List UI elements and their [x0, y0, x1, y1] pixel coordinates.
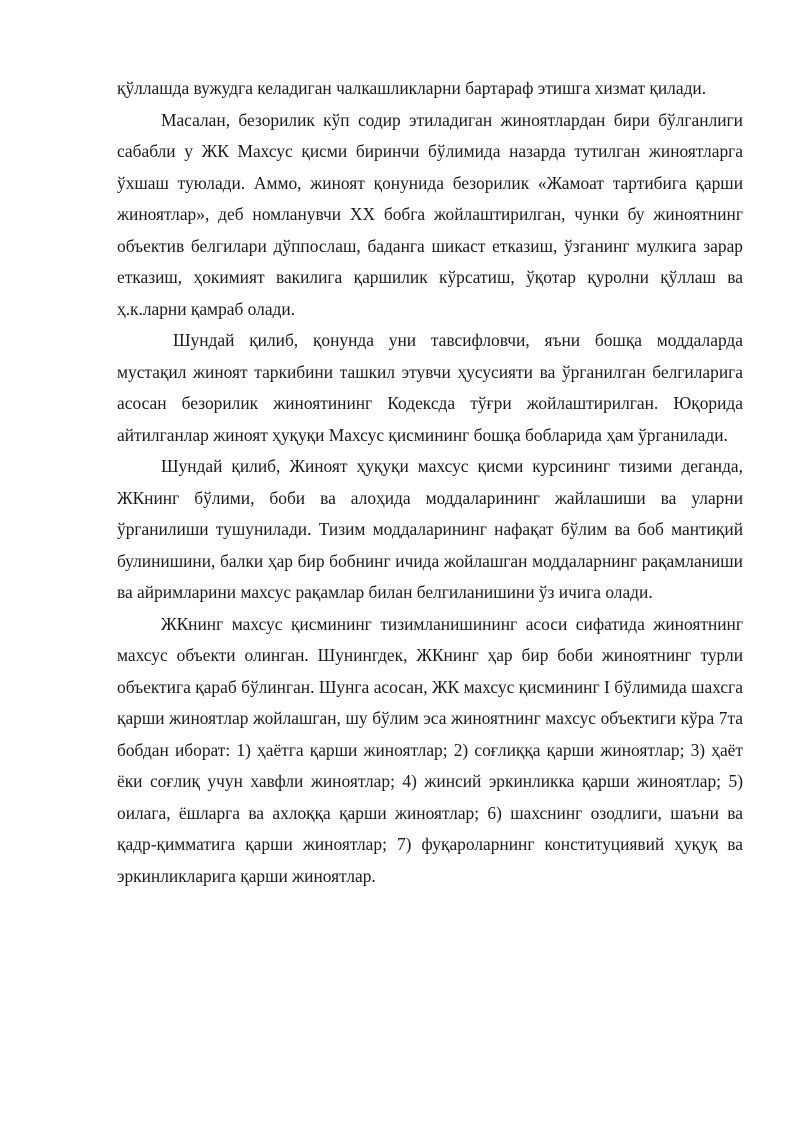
paragraph-continuation: қўллашда вужудга келадиган чалкашликларни бартараф этишга хизмат қилади.: [117, 78, 707, 98]
body-text: [117, 73, 743, 892]
paragraph-course-system: Шундай қилиб, Жиноят ҳуқуқи махсус қисми курсининг тизими деганда, ЖКнинг бўлими, боби ва алоҳида моддаларининг жайлашиши ва уларни ўрганилиши тушунилади. Тизим моддаларининг нафақат бўлим ва боб мантиқий булинишини, балки ҳар бир бобнинг ичида жойлашган моддаларнинг рақамланиши ва айримларини махсус рақамлар билан белгиланишини ўз ичига олади.: [117, 456, 743, 602]
paragraph-hooliganism-example: Масалан, безорилик кўп содир этиладиган жиноятлардан бири бўлганлиги сабабли у ЖК Махсус қисми биринчи бўлимида назарда тутилган жиноятларга ўхшаш туюлади. Аммо, жиноят қонунида безорилик «Жамоат тартибига қарши жиноятлар», деб номланувчи XX бобга жойлаштирилган, чунки бу жиноятнинг объектив белгилари дўппослаш, баданга шикаст етказиш, ўзганинг мулкига зарар етказиш, ҳокимият вакилига қаршилик кўрсатиш, ўқотар қуролни қўллаш ва ҳ.к.ларни қамраб олади.: [117, 109, 743, 319]
paragraph-systematization-basis: ЖКнинг махсус қисмининг тизимланишининг асоси сифатида жиноятнинг махсус объекти олинган. Шунингдек, ЖКнинг ҳар бир боби жиноятнинг турли объектига қараб бўлинган. Шунга асосан, ЖК махсус қисмининг I бўлимида шахсга қарши жиноятлар жойлашган, шу бўлим эса жиноятнинг махсус объектиги кўра 7та бобдан иборат: 1) ҳаётга қарши жиноятлар; 2) соғлиққа қарши жиноятлар; 3) ҳаёт ёки соғлиқ учун хавфли жиноятлар; 4) жинсий эркинликка қарши жиноятлар; 5) оилага, ёшларга ва ахлоққа қарши жиноятлар; 6) шахснинг озодлиги, шаъни ва қадр-қимматига қарши жиноятлар; 7) фуқароларнинг конституциявий ҳуқуқ ва эркинликларига қарши жиноятлар.: [117, 613, 743, 886]
paragraph-code-placement: Шундай қилиб, қонунда уни тавсифловчи, яъни бошқа моддаларда мустақил жиноят таркибини ташкил этувчи ҳусусияти ва ўрганилган белгиларига асосан безорилик жиноятининг Кодексда тўғри жойлаштирилган. Юқорида айтилганлар жиноят ҳуқуқи Махсус қисмининг бошқа бобларида ҳам ўрганилади.: [117, 330, 743, 445]
